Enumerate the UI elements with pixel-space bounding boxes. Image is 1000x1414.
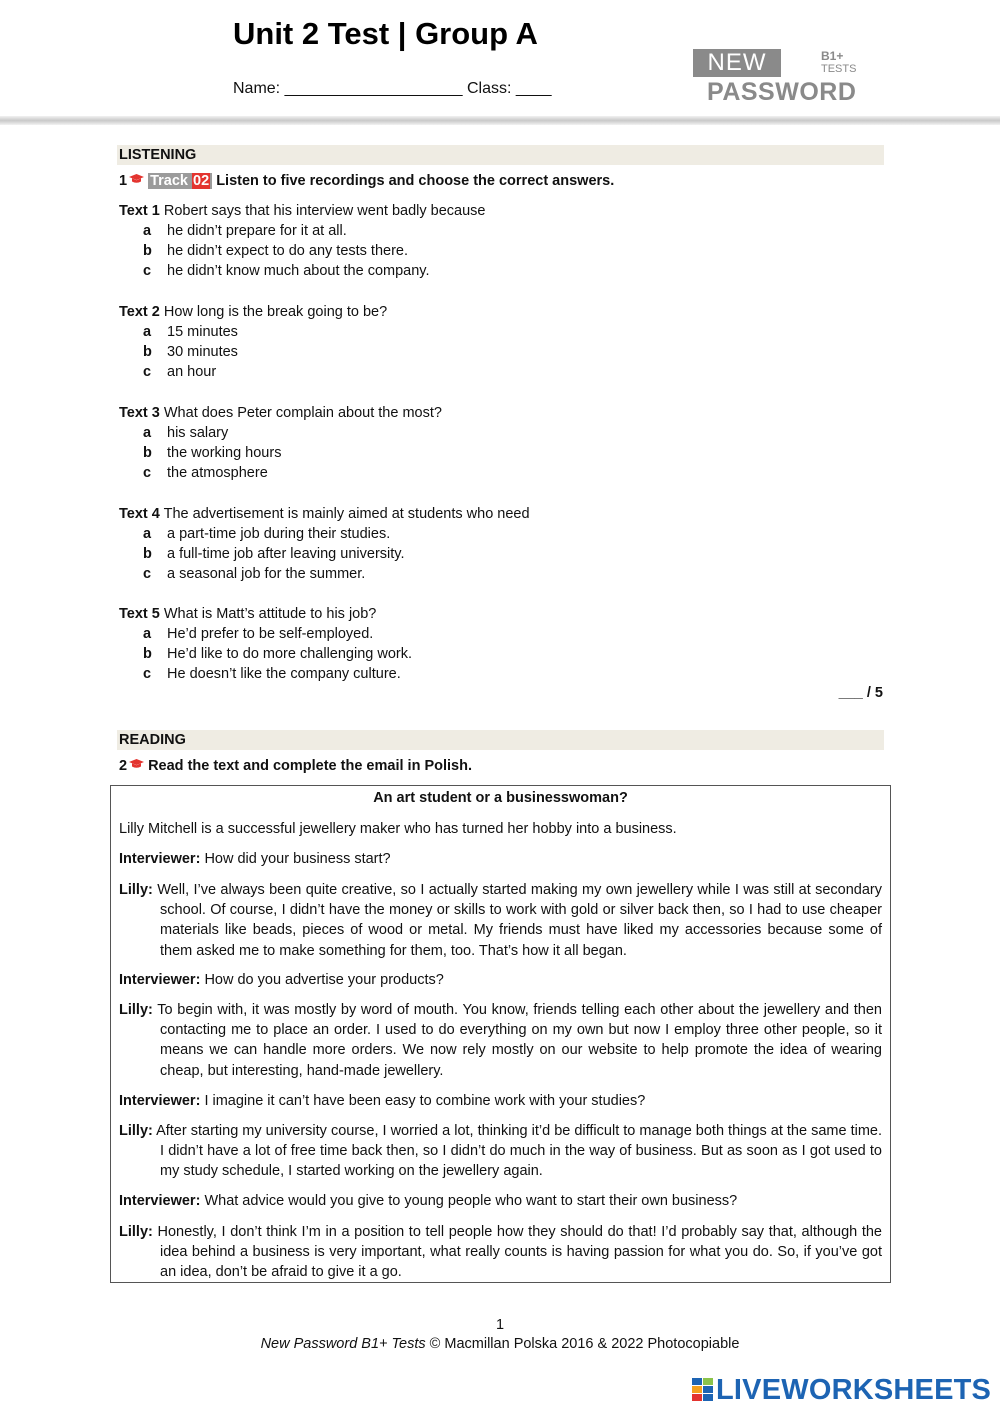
option-text: the atmosphere <box>167 465 268 481</box>
option-text: a part-time job during their studies. <box>167 526 391 542</box>
lilly-answer <box>119 880 882 961</box>
speaker-label: Lilly: <box>119 882 153 898</box>
option-letter: c <box>143 666 152 682</box>
option-letter: b <box>143 243 152 259</box>
page-title: Unit 2 Test | Group A <box>233 16 538 51</box>
option-text: his salary <box>167 425 229 441</box>
option-letter: c <box>143 566 152 582</box>
exercise-number: 2 <box>119 758 128 774</box>
interviewer-question <box>119 1191 882 1211</box>
listening-section-header: LISTENING <box>117 145 884 165</box>
question-label: Text 4 <box>119 506 160 522</box>
option-text: the working hours <box>167 445 282 461</box>
option-letter: c <box>143 465 152 481</box>
option-letter: c <box>143 364 152 380</box>
exercise-number: 1 <box>119 173 128 189</box>
option-text: He doesn’t like the company culture. <box>167 666 401 682</box>
option-letter: b <box>143 546 152 562</box>
header-divider <box>0 116 1000 125</box>
option-text: a full-time job after leaving university. <box>167 546 405 562</box>
track-word: Track <box>150 173 188 189</box>
dialogue-text: Well, I’ve always been quite creative, so I actually started making my own jewellery while I was still at secondary school. Of course, I didn’t have the money or skills to work with gold or silver back then, so I had to use cheaper materials like beads, pieces of wood or metal. My friends must have liked my accessories because some of them asked me to make something for them, too. That’s how it all began. <box>157 882 883 959</box>
copyright-footer <box>0 1336 1000 1352</box>
question-label: Text 5 <box>119 606 160 622</box>
option-text: 30 minutes <box>167 344 238 360</box>
option-text: he didn’t expect to do any tests there. <box>167 243 409 259</box>
question-text: What is Matt’s attitude to his job? <box>163 606 377 622</box>
option-text: 15 minutes <box>167 324 238 340</box>
question-stem <box>119 403 442 423</box>
reading-section-header: READING <box>117 730 884 750</box>
liveworksheets-logo <box>692 1374 992 1406</box>
question-text: Robert says that his interview went badly because <box>163 203 486 219</box>
dialogue-text: I imagine it can’t have been easy to combine work with your studies? <box>204 1093 646 1109</box>
dialogue-text: How do you advertise your products? <box>204 972 444 988</box>
dialogue-text: Honestly, I don’t think I’m in a position to tell people how they should do that! I’d probably say that, although the idea behind a business is very important, what really counts is having passion for what you do. So, if you’ve got an idea, don’t be afraid to give it a go. <box>157 1224 882 1281</box>
option-letter: a <box>143 626 152 642</box>
question-text: What does Peter complain about the most? <box>163 405 442 421</box>
logo-password: PASSWORD <box>707 78 857 106</box>
dialogue-text: What advice would you give to young people who want to start their own business? <box>204 1193 738 1209</box>
question-stem <box>119 302 387 322</box>
interviewer-question <box>119 970 882 990</box>
dialogue-text: After starting my university course, I worried a lot, thinking it’d be difficult to manage both things at the same time. I didn’t have a lot of free time back then, so I didn’t do much in the way of business. But as soon as I got used to my study schedule, I started working on the jewellery again. <box>156 1123 882 1180</box>
question-text: How long is the break going to be? <box>163 304 388 320</box>
speaker-label: Lilly: <box>119 1002 153 1018</box>
instruction-text: Listen to five recordings and choose the correct answers. <box>216 173 615 189</box>
option-letter: b <box>143 344 152 360</box>
article-title: An art student or a businesswoman? <box>373 790 628 806</box>
dialogue-text: To begin with, it was mostly by word of mouth. You know, friends telling each other about the jewellery and then contacting me to place an order. I used to do everything on my own but now I employ three other people, so it means we can handle more orders. We now rely mostly on our website to help promote the idea of wearing cheap, but interesting, hand-made jewellery. <box>157 1002 882 1079</box>
interviewer-question <box>119 849 882 869</box>
question-label: Text 3 <box>119 405 160 421</box>
copyright-text: © Macmillan Polska 2016 & 2022 Photocopiable <box>425 1336 740 1352</box>
dialogue-text: How did your business start? <box>204 851 391 867</box>
option-letter: c <box>143 263 152 279</box>
speaker-label: Lilly: <box>119 1224 153 1240</box>
option-text: He’d prefer to be self-employed. <box>167 626 374 642</box>
lilly-answer <box>119 1000 882 1081</box>
option-letter: b <box>143 445 152 461</box>
page-number: 1 <box>495 1317 505 1333</box>
series-name: New Password B1+ Tests <box>260 1336 426 1352</box>
new-password-logo <box>693 49 863 105</box>
graduation-cap-icon <box>129 759 144 769</box>
lilly-answer <box>119 1121 882 1182</box>
speaker-label: Interviewer: <box>119 1093 201 1109</box>
option-letter: b <box>143 646 152 662</box>
listening-instruction <box>119 172 614 190</box>
logo-new: NEW <box>693 49 781 77</box>
option-letter: a <box>143 526 152 542</box>
option-letter: a <box>143 223 152 239</box>
listening-score: ___ / 5 <box>838 685 883 701</box>
speaker-label: Interviewer: <box>119 1193 201 1209</box>
instruction-text: Read the text and complete the email in Polish. <box>148 758 472 774</box>
reading-instruction <box>119 757 472 775</box>
question-stem <box>119 504 530 524</box>
graduation-cap-icon <box>129 174 144 184</box>
speaker-label: Interviewer: <box>119 972 201 988</box>
option-text: he didn’t know much about the company. <box>167 263 430 279</box>
article-intro: Lilly Mitchell is a successful jewellery maker who has turned her hobby into a business. <box>119 821 677 837</box>
option-letter: a <box>143 324 152 340</box>
interviewer-question <box>119 1091 882 1111</box>
reading-text-box <box>110 785 891 1283</box>
logo-tests: TESTS <box>821 63 857 75</box>
speaker-label: Lilly: <box>119 1123 153 1139</box>
name-class-line: Name: ____________________ Class: ____ <box>233 80 552 97</box>
option-letter: a <box>143 425 152 441</box>
liveworksheets-wordmark: LIVEWORKSHEETS <box>716 1374 992 1406</box>
question-stem <box>119 604 376 624</box>
speaker-label: Interviewer: <box>119 851 201 867</box>
track-label[interactable] <box>148 173 212 189</box>
track-number: 02 <box>193 173 210 189</box>
question-text: The advertisement is mainly aimed at students who need <box>163 506 530 522</box>
option-text: an hour <box>167 364 217 380</box>
option-text: he didn’t prepare for it at all. <box>167 223 347 239</box>
question-stem <box>119 201 485 221</box>
logo-level: B1+ <box>821 49 844 63</box>
option-text: He’d like to do more challenging work. <box>167 646 413 662</box>
lilly-answer <box>119 1222 882 1283</box>
option-text: a seasonal job for the summer. <box>167 566 366 582</box>
question-label: Text 2 <box>119 304 160 320</box>
question-label: Text 1 <box>119 203 160 219</box>
liveworksheets-tiles-icon <box>692 1378 714 1402</box>
